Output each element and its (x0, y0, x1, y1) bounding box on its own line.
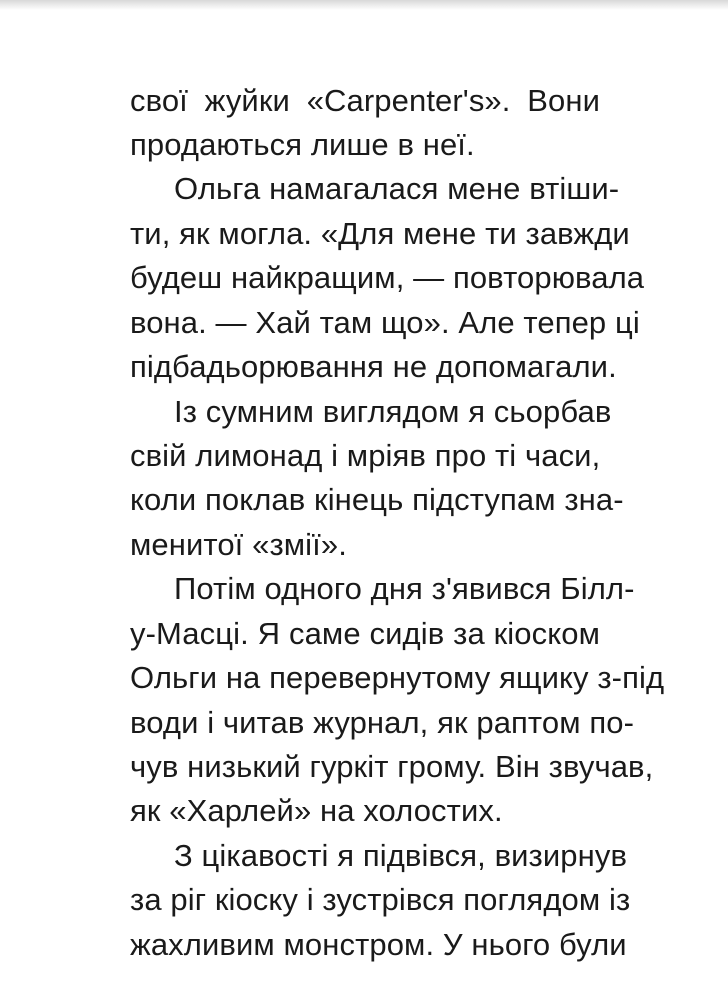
text-line: ти, як могла. «Для мене ти завжди (130, 216, 630, 251)
text-line: менитої «змії». (130, 527, 347, 562)
text-line: Потім одного дня з'явився Білл- (174, 571, 635, 606)
text-line: підбадьорювання не допомагали. (130, 349, 617, 384)
text-line: Ольги на перевернутому ящику з-під (130, 660, 665, 695)
text-line: Ольга намагалася мене втіши- (174, 171, 620, 206)
text-line: будеш найкращим, — повторювала (130, 260, 645, 295)
text-line: коли поклав кінець підступам зна- (130, 482, 624, 517)
text-line: чув низький гуркіт грому. Він звучав, (130, 749, 654, 784)
text-line: води і читав журнал, як раптом по- (130, 705, 634, 740)
text-line: жахливим монстром. У нього були (130, 927, 627, 962)
text-line: за ріг кіоску і зустрівся поглядом із (130, 882, 631, 917)
text-line: як «Харлей» на холостих. (130, 793, 503, 828)
text-line: З цікавості я підвівся, визирнув (174, 838, 628, 873)
text-line: продаються лише в неї. (130, 127, 475, 162)
text-line: своï жуйки «Carpenter's». Вони (130, 83, 600, 118)
text-line: Із сумним виглядом я сьорбав (174, 394, 612, 429)
text-line: у-Масці. Я саме сидів за кіоском (130, 616, 600, 651)
text-line: вона. — Хай там що». Але тепер ці (130, 305, 640, 340)
text-line: свій лимонад і мріяв про ті часи, (130, 438, 601, 473)
